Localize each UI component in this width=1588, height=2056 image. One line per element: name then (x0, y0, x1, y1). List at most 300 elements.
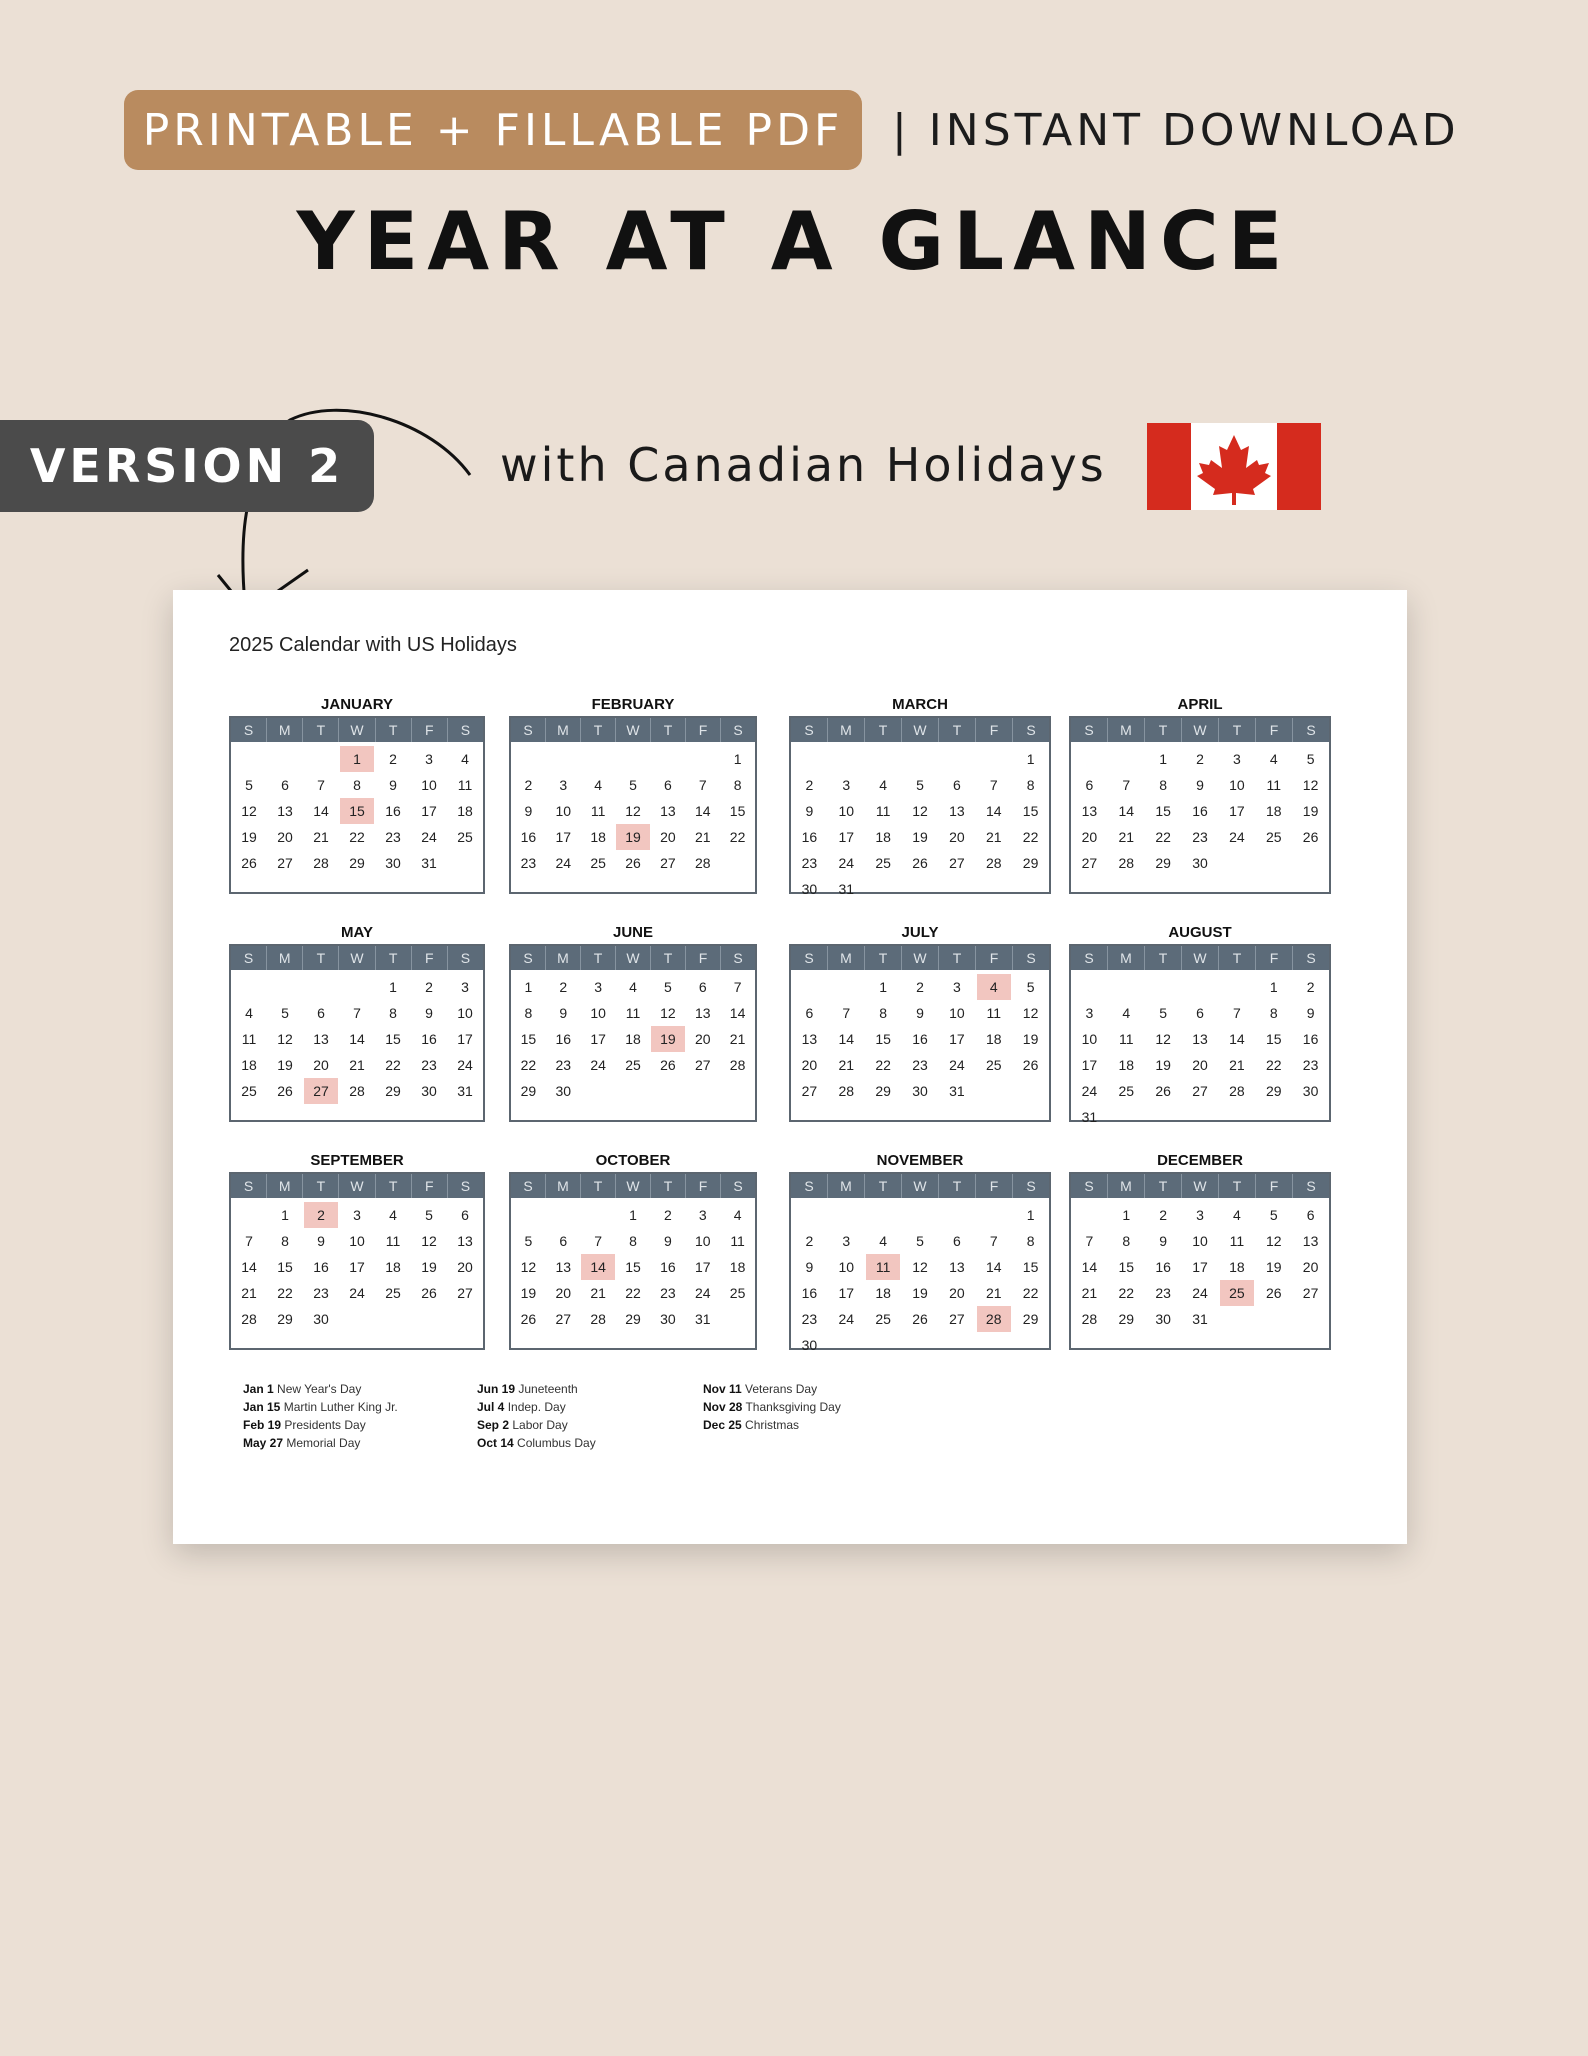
week-row (791, 974, 1049, 1000)
weekday-label: S (733, 950, 743, 966)
week-row (231, 746, 483, 772)
day-cell (1108, 1104, 1145, 1130)
day-cell: 15 (277, 1259, 293, 1275)
day-cell: 1 (1159, 751, 1168, 767)
month-september (229, 1150, 485, 1350)
day-cell: 25 (875, 855, 891, 871)
month-january (229, 694, 485, 894)
day-cell: 31 (694, 1311, 711, 1327)
day-cell: 5 (663, 979, 672, 995)
weekday-label: T (303, 718, 339, 742)
weekday-label: T (865, 946, 902, 970)
day-cell (938, 1202, 975, 1228)
day-cell: 17 (838, 829, 855, 845)
day-cell: 16 (660, 1259, 676, 1275)
weekday-label: S (733, 1178, 743, 1194)
weekday-label: S (460, 1178, 471, 1194)
day-cell: 22 (277, 1285, 293, 1301)
day-cell: 17 (590, 1031, 606, 1047)
week-row (791, 1026, 1049, 1052)
weekday-label: S (231, 1174, 267, 1198)
day-cell (339, 974, 375, 1000)
day-cell: 31 (1081, 1109, 1098, 1125)
day-cell (865, 1202, 902, 1228)
weekday-label: S (511, 718, 546, 742)
day-cell: 13 (277, 803, 293, 819)
day-cell: 26 (1302, 829, 1319, 845)
day-cell: 17 (349, 1259, 365, 1275)
day-cell: 14 (694, 803, 711, 819)
day-cell: 6 (1085, 777, 1094, 793)
weekday-label: T (303, 946, 339, 970)
day-cell: 26 (277, 1083, 293, 1099)
day-cell: 24 (838, 1311, 855, 1327)
month-grid (509, 716, 757, 894)
weekday-label: S (1306, 722, 1316, 738)
weekday-label: W (902, 718, 939, 742)
week-row (511, 772, 755, 798)
day-cell: 20 (277, 829, 293, 845)
month-grid (1069, 1172, 1331, 1350)
day-cell: 16 (520, 829, 537, 845)
day-cell: 28 (1118, 855, 1135, 871)
day-cell: 12 (520, 1259, 537, 1275)
day-cell: 23 (1192, 829, 1208, 845)
day-cell: 2 (805, 1233, 814, 1249)
weekday-label: W (1182, 1174, 1219, 1198)
day-cell: 21 (349, 1057, 365, 1073)
day-cell: 3 (842, 777, 851, 793)
day-cell: 18 (875, 829, 891, 845)
day-cell: 7 (1085, 1233, 1094, 1249)
day-cell (1145, 1104, 1182, 1130)
day-cell: 13 (457, 1233, 473, 1249)
day-cell (975, 1332, 1012, 1358)
legend-item: Nov 11 Veterans Day (703, 1382, 818, 1396)
weekday-label: S (511, 946, 546, 970)
day-cell: 3 (842, 1233, 851, 1249)
week-row (511, 1000, 755, 1026)
day-cell (1182, 1104, 1219, 1130)
day-cell (511, 1202, 546, 1228)
day-cell: 16 (385, 803, 401, 819)
day-cell: 30 (1302, 1083, 1319, 1099)
month-grid (229, 1172, 485, 1350)
month-grid (509, 1172, 757, 1350)
day-cell (581, 746, 616, 772)
week-row (791, 772, 1049, 798)
weekday-label: F (412, 718, 448, 742)
day-cell: 18 (985, 1031, 1002, 1047)
day-cell: 26 (660, 1057, 676, 1073)
day-cell: 20 (1302, 1259, 1319, 1275)
day-cell (1218, 1104, 1255, 1130)
weekday-label: F (1256, 718, 1293, 742)
day-cell (411, 1306, 447, 1332)
month-december (1069, 1150, 1331, 1350)
weekday-label: W (339, 1174, 375, 1198)
week-row (511, 1254, 755, 1280)
day-cell: 15 (1265, 1031, 1282, 1047)
day-cell: 19 (1302, 803, 1319, 819)
day-cell: 28 (985, 855, 1002, 871)
weekday-label: S (1071, 946, 1108, 970)
day-cell: 7 (353, 1005, 361, 1021)
day-cell: 13 (1081, 803, 1098, 819)
day-cell: 10 (694, 1233, 711, 1249)
day-cell: 27 (277, 855, 293, 871)
month-may (229, 922, 485, 1122)
day-cell: 16 (801, 1285, 818, 1301)
day-cell: 11 (1229, 1233, 1245, 1249)
weekday-header (231, 946, 483, 970)
day-cell: 2 (805, 777, 814, 793)
month-march (789, 694, 1051, 897)
day-cell: 14 (838, 1031, 855, 1047)
weekday-header (231, 718, 483, 742)
day-cell: 20 (949, 1285, 965, 1301)
day-cell: 1 (879, 979, 888, 995)
month-grid (509, 944, 757, 1122)
weekday-label: M (1108, 718, 1145, 742)
day-cell: 18 (625, 1031, 641, 1047)
day-cell: 18 (1229, 1259, 1245, 1275)
holiday-day-cell: 1 (339, 746, 375, 772)
day-cell: 21 (694, 829, 711, 845)
day-cell: 12 (277, 1031, 293, 1047)
day-cell: 9 (524, 803, 533, 819)
day-cell (975, 876, 1012, 902)
day-cell: 2 (389, 751, 397, 767)
weekday-header (231, 1174, 483, 1198)
day-cell: 2 (1159, 1207, 1168, 1223)
weekday-label: T (865, 718, 902, 742)
day-cell: 22 (1022, 829, 1039, 845)
weekday-label: T (303, 1174, 339, 1198)
week-row (231, 1280, 483, 1306)
week-row (1071, 746, 1329, 772)
day-cell: 24 (949, 1057, 965, 1073)
weekday-label: S (231, 946, 267, 970)
month-october (509, 1150, 757, 1350)
day-cell: 31 (421, 855, 437, 871)
day-cell: 19 (421, 1259, 437, 1275)
day-cell: 27 (660, 855, 676, 871)
day-cell: 22 (875, 1057, 891, 1073)
legend-item: Dec 25 Christmas (703, 1418, 800, 1432)
week-row (511, 798, 755, 824)
day-cell: 29 (1118, 1311, 1135, 1327)
weekday-label: F (686, 946, 721, 970)
week-row (511, 1078, 755, 1104)
weekday-header (511, 946, 755, 970)
day-cell: 5 (1306, 751, 1315, 767)
weekday-label: T (651, 1174, 686, 1198)
day-cell: 6 (952, 777, 961, 793)
day-cell: 21 (241, 1285, 257, 1301)
day-cell: 2 (916, 979, 924, 995)
day-cell (1071, 974, 1108, 1000)
day-cell: 26 (421, 1285, 437, 1301)
day-cell (581, 1078, 616, 1104)
day-cell (720, 1078, 755, 1104)
weekday-label: W (902, 1174, 939, 1198)
day-cell: 10 (949, 1005, 965, 1021)
day-cell: 11 (457, 777, 473, 793)
day-cell: 20 (801, 1057, 818, 1073)
day-cell: 27 (949, 855, 965, 871)
day-cell: 30 (912, 1083, 928, 1099)
weekday-label: T (1145, 1174, 1182, 1198)
day-cell: 19 (912, 1285, 928, 1301)
day-cell: 25 (875, 1311, 891, 1327)
day-cell: 27 (694, 1057, 711, 1073)
day-cell: 15 (1022, 1259, 1039, 1275)
month-name: AUGUST (1168, 924, 1232, 941)
day-cell: 8 (1159, 777, 1168, 793)
day-cell (1108, 974, 1145, 1000)
weekday-label: S (733, 722, 743, 738)
weekday-label: S (791, 946, 828, 970)
week-row (1071, 1026, 1329, 1052)
day-cell: 28 (241, 1311, 257, 1327)
day-cell: 30 (1155, 1311, 1171, 1327)
day-cell: 4 (629, 979, 637, 995)
day-cell: 12 (421, 1233, 437, 1249)
day-cell: 21 (590, 1285, 606, 1301)
day-cell: 9 (805, 803, 814, 819)
day-cell: 19 (520, 1285, 537, 1301)
day-cell (938, 876, 975, 902)
day-cell: 29 (625, 1311, 641, 1327)
day-cell: 22 (1118, 1285, 1135, 1301)
day-cell: 8 (353, 777, 361, 793)
month-august (1069, 922, 1331, 1125)
day-cell: 17 (949, 1031, 965, 1047)
weekday-label: T (1145, 946, 1182, 970)
day-cell: 25 (457, 829, 473, 845)
weekday-label: T (376, 1174, 412, 1198)
day-cell (720, 850, 755, 876)
day-cell: 8 (1026, 1233, 1035, 1249)
week-row (1071, 1078, 1329, 1104)
day-cell: 27 (801, 1083, 818, 1099)
version-badge: VERSION 2 (0, 420, 374, 512)
day-cell: 1 (524, 979, 533, 995)
day-cell: 30 (801, 1337, 818, 1353)
week-row (511, 824, 755, 850)
day-cell: 26 (912, 855, 928, 871)
day-cell: 30 (660, 1311, 676, 1327)
week-row (791, 1332, 1049, 1358)
week-row (791, 746, 1049, 772)
day-cell: 25 (985, 1057, 1002, 1073)
day-cell: 23 (801, 855, 818, 871)
weekday-label: S (1026, 722, 1036, 738)
day-cell: 23 (801, 1311, 818, 1327)
day-cell: 26 (1022, 1057, 1039, 1073)
day-cell: 24 (694, 1285, 711, 1301)
weekday-label: S (460, 950, 471, 966)
day-cell: 20 (660, 829, 676, 845)
month-grid (789, 716, 1051, 897)
day-cell: 1 (1269, 979, 1278, 995)
day-cell (231, 746, 267, 772)
day-cell: 13 (555, 1259, 572, 1275)
week-row (791, 1078, 1049, 1104)
day-cell: 29 (277, 1311, 293, 1327)
day-cell: 30 (385, 855, 401, 871)
weekday-label: W (1182, 718, 1219, 742)
day-cell: 24 (421, 829, 437, 845)
week-row (511, 1228, 755, 1254)
day-cell: 6 (559, 1233, 568, 1249)
day-cell: 12 (1022, 1005, 1039, 1021)
day-cell (447, 1306, 483, 1332)
week-row (1071, 798, 1329, 824)
day-cell: 22 (520, 1057, 537, 1073)
day-cell: 24 (838, 855, 855, 871)
day-cell: 8 (629, 1233, 637, 1249)
weekday-label: F (976, 946, 1013, 970)
day-cell: 9 (663, 1233, 672, 1249)
week-row (231, 1052, 483, 1078)
day-cell: 28 (313, 855, 329, 871)
day-cell (791, 746, 828, 772)
weekday-header (1071, 718, 1329, 742)
day-cell: 8 (389, 1005, 397, 1021)
day-cell: 24 (457, 1057, 473, 1073)
day-cell: 12 (660, 1005, 676, 1021)
day-cell: 3 (1085, 1005, 1094, 1021)
day-cell: 22 (1022, 1285, 1039, 1301)
week-row (511, 850, 755, 876)
week-row (1071, 1104, 1329, 1130)
day-cell: 22 (1155, 829, 1171, 845)
day-cell: 11 (875, 803, 891, 819)
day-cell (1012, 876, 1049, 902)
day-cell: 22 (349, 829, 365, 845)
weekday-label: T (651, 718, 686, 742)
week-row (1071, 1306, 1329, 1332)
day-cell (1255, 850, 1292, 876)
day-cell: 16 (421, 1031, 437, 1047)
day-cell: 24 (1081, 1083, 1098, 1099)
day-cell: 7 (842, 1005, 851, 1021)
day-cell: 14 (1229, 1031, 1245, 1047)
weekday-label: T (376, 718, 412, 742)
day-cell: 23 (385, 829, 401, 845)
day-cell: 17 (1229, 803, 1245, 819)
weekday-label: W (339, 946, 375, 970)
day-cell: 15 (1155, 803, 1171, 819)
day-cell: 10 (349, 1233, 365, 1249)
weekday-label: M (1108, 946, 1145, 970)
legend-item: Feb 19 Presidents Day (243, 1418, 366, 1432)
day-cell: 16 (313, 1259, 329, 1275)
weekday-label: M (546, 946, 581, 970)
legend-item: Jan 15 Martin Luther King Jr. (243, 1400, 398, 1414)
day-cell: 9 (805, 1259, 814, 1275)
day-cell: 14 (985, 1259, 1002, 1275)
day-cell: 12 (241, 803, 257, 819)
day-cell (267, 974, 303, 1000)
week-row (231, 1026, 483, 1052)
day-cell: 9 (559, 1005, 568, 1021)
day-cell: 2 (1306, 979, 1315, 995)
day-cell: 3 (1196, 1207, 1204, 1223)
day-cell: 24 (1229, 829, 1245, 845)
day-cell (975, 746, 1012, 772)
day-cell: 18 (1118, 1057, 1135, 1073)
weekday-label: F (1256, 946, 1293, 970)
day-cell (1292, 850, 1329, 876)
day-cell: 23 (1302, 1057, 1319, 1073)
day-cell: 16 (555, 1031, 572, 1047)
weekday-label: F (412, 946, 448, 970)
month-april (1069, 694, 1331, 894)
month-name: JANUARY (321, 696, 393, 713)
day-cell: 8 (281, 1233, 289, 1249)
day-cell: 15 (520, 1031, 537, 1047)
day-cell (303, 974, 339, 1000)
day-cell: 26 (1265, 1285, 1282, 1301)
week-row (791, 824, 1049, 850)
weekday-label: F (686, 1174, 721, 1198)
day-cell: 5 (524, 1233, 533, 1249)
day-cell (865, 876, 902, 902)
legend-item: Jul 4 Indep. Day (477, 1400, 566, 1414)
day-cell (650, 746, 685, 772)
legend-item: Jan 1 New Year's Day (243, 1382, 362, 1396)
day-cell: 27 (949, 1311, 965, 1327)
weekday-label: M (267, 1174, 303, 1198)
week-row (1071, 974, 1329, 1000)
legend-item: Nov 28 Thanksgiving Day (703, 1400, 841, 1414)
day-cell: 17 (421, 803, 437, 819)
day-cell: 30 (555, 1083, 572, 1099)
week-row (511, 1202, 755, 1228)
day-cell: 5 (245, 777, 253, 793)
day-cell: 21 (985, 829, 1002, 845)
weekday-label: W (616, 718, 651, 742)
day-cell (1218, 850, 1255, 876)
day-cell: 3 (353, 1207, 361, 1223)
day-cell: 15 (1118, 1259, 1135, 1275)
day-cell: 9 (1196, 777, 1204, 793)
day-cell: 4 (1122, 1005, 1131, 1021)
legend-item: Sep 2 Labor Day (477, 1418, 568, 1432)
day-cell: 26 (520, 1311, 537, 1327)
day-cell (375, 1306, 411, 1332)
day-cell: 14 (349, 1031, 365, 1047)
weekday-header (791, 1174, 1049, 1198)
day-cell: 8 (879, 1005, 888, 1021)
weekday-label: M (267, 946, 303, 970)
day-cell: 9 (916, 1005, 924, 1021)
day-cell: 23 (421, 1057, 437, 1073)
page-title: YEAR AT A GLANCE (296, 195, 1292, 288)
day-cell: 7 (698, 777, 707, 793)
day-cell: 29 (385, 1083, 401, 1099)
day-cell: 26 (625, 855, 641, 871)
day-cell (616, 746, 651, 772)
weekday-header (511, 1174, 755, 1198)
day-cell (865, 1332, 902, 1358)
weekday-header (1071, 946, 1329, 970)
day-cell: 1 (389, 979, 397, 995)
week-row (231, 772, 483, 798)
